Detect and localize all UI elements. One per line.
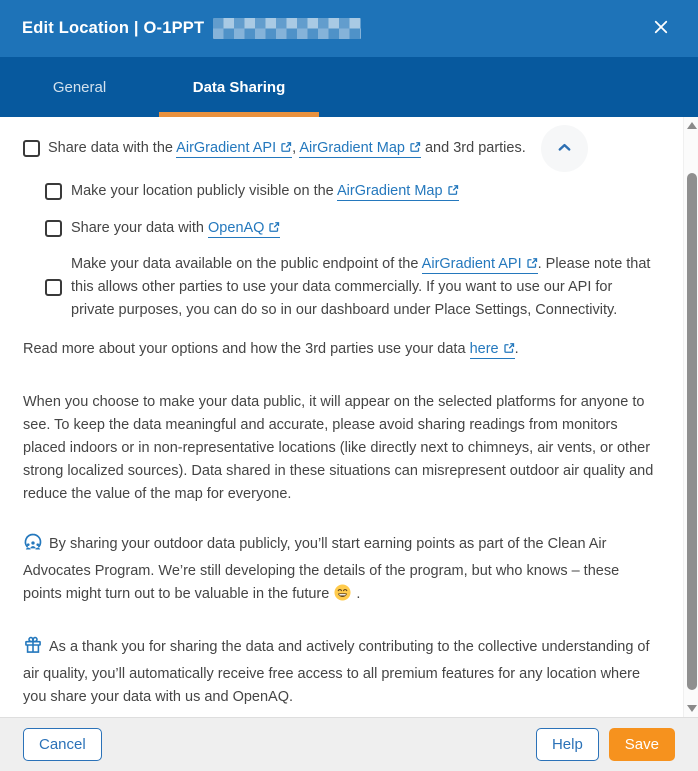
- airgradient-api-link[interactable]: AirGradient API: [422, 256, 538, 274]
- public-endpoint-row: [45, 253, 656, 322]
- external-link-icon: [443, 183, 459, 199]
- chevron-up-icon: [555, 138, 574, 160]
- external-link-icon: [522, 256, 538, 272]
- here-link[interactable]: here: [470, 341, 515, 359]
- external-link-icon: [276, 140, 292, 156]
- airgradient-map-link[interactable]: AirGradient Map: [337, 183, 459, 201]
- share-data-row: [23, 125, 656, 172]
- close-icon: [652, 18, 670, 39]
- openaq-row: [45, 217, 656, 240]
- share-data-checkbox[interactable]: [23, 140, 40, 157]
- gift-icon: [23, 635, 43, 663]
- openaq-checkbox[interactable]: [45, 220, 62, 237]
- public-endpoint-checkbox[interactable]: [45, 279, 62, 296]
- users-icon: [23, 532, 43, 560]
- public-endpoint-label: Make your data available on the public endpoint of the AirGradient API . Please note that this allows other parties to use your data commercially. If you want to use our API for private purposes, you can do so in our dashboard under Place Settings, Connectivity.: [71, 256, 651, 318]
- external-link-icon: [264, 220, 280, 236]
- clean-air-advocates-paragraph: By sharing your outdoor data publicly, you’ll start earning points as part of the Clean Air Advocates Program. We’re still developing the details of the program, but who knows – these points might turn out to be valuable in the future .: [23, 532, 656, 609]
- airgradient-map-link[interactable]: AirGradient Map: [299, 140, 421, 158]
- premium-features-paragraph: As a thank you for sharing the data and actively contributing to the collective understanding of air quality, you’ll automatically receive free access to all premium features for any location where you share your data with us and OpenAQ.: [23, 635, 656, 709]
- collapse-button[interactable]: [541, 125, 588, 172]
- openaq-link[interactable]: OpenAQ: [208, 220, 280, 238]
- scrollbar-thumb[interactable]: [687, 173, 697, 690]
- save-button[interactable]: Save: [609, 728, 675, 761]
- dialog-title-text: Edit Location | O-1PPT: [22, 19, 205, 37]
- scroll-up-arrow-icon[interactable]: [687, 122, 697, 129]
- map-visible-checkbox[interactable]: [45, 183, 62, 200]
- tab-general[interactable]: General: [16, 57, 143, 117]
- external-link-icon: [405, 140, 421, 156]
- scroll-down-arrow-icon[interactable]: [687, 705, 697, 712]
- map-visible-row: [45, 180, 656, 203]
- airgradient-api-link[interactable]: AirGradient API: [176, 140, 292, 158]
- scrollbar: [683, 117, 698, 717]
- tab-bar: [0, 57, 698, 117]
- dialog-footer: [0, 717, 698, 771]
- external-link-icon: [499, 341, 515, 357]
- data-sharing-panel: [0, 117, 683, 717]
- laughing-emoji-icon: [334, 584, 351, 609]
- public-data-notice: When you choose to make your data public, it will appear on the selected platforms for anyone to see. To keep the data meaningful and accurate, please avoid sharing readings from monitors placed indoors or in non-representative locations (like directly next to chimneys, air vents, or other strong localized sources). Data shared in these situations can misrepresent outdoor air quality and reduce the value of the map for everyone.: [23, 394, 654, 502]
- dialog-header: [0, 0, 698, 57]
- map-visible-label: Make your location publicly visible on the AirGradient Map: [71, 180, 459, 203]
- share-data-label: Share data with the AirGradient API , AirGradient Map and 3rd parties.: [48, 140, 526, 156]
- close-button[interactable]: [646, 14, 676, 44]
- redacted-location-name: [213, 18, 361, 39]
- cancel-button[interactable]: Cancel: [23, 728, 102, 761]
- help-button[interactable]: Help: [536, 728, 599, 761]
- read-more-text: Read more about your options and how the 3rd parties use your data here .: [23, 341, 519, 357]
- tab-data-sharing[interactable]: Data Sharing: [159, 57, 319, 117]
- dialog-title: [22, 18, 361, 39]
- openaq-label: Share your data with OpenAQ: [71, 217, 280, 240]
- dialog-body: [0, 117, 698, 717]
